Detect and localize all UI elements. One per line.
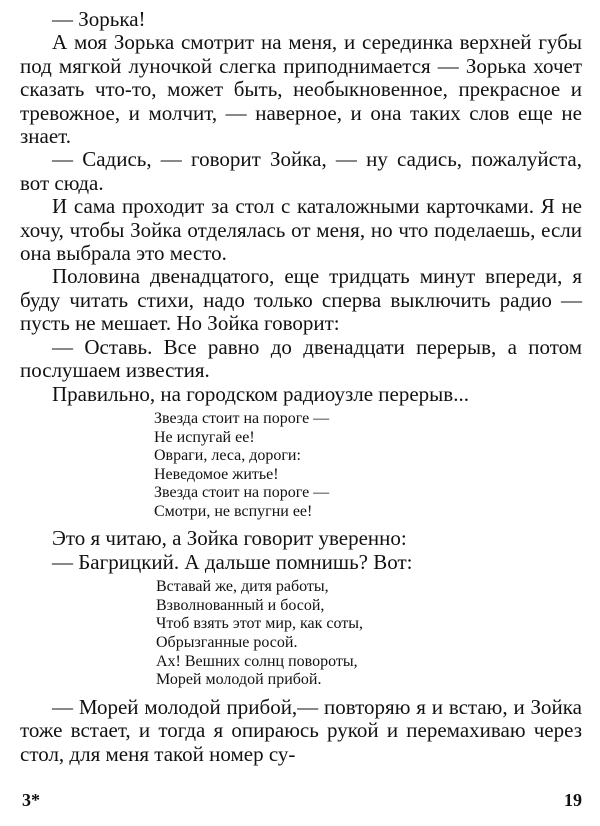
paragraph: — Зорька! <box>52 7 146 31</box>
paragraph: А моя Зорька смотрит на меня, и серединка верхней губы под мягкой луночкой слегка приподнимается — Зорька хочет сказать что-то, может быть, необыкновенное, прекрасное и тревожное, и молчит, — наверное, и она таких слов еще не знает. <box>20 30 582 149</box>
paragraph: — Оставь. Все равно до двенадцати перерыв, а потом послушаем известия. <box>20 334 582 383</box>
poem-line: Взволнованный и босой, <box>156 596 325 614</box>
paragraph: И сама проходит за стол с каталожными карточками. Я не хочу, чтобы Зойка отделялась от меня, но что поделаешь, если она выбрала это место. <box>20 194 582 266</box>
poem-line: Вставай же, дитя работы, <box>156 578 329 596</box>
paragraph: — Багрицкий. А дальше помнишь? Вот: <box>52 549 413 574</box>
poem-quote-1 <box>154 410 582 522</box>
paragraph: — Садись, — говорит Зойка, — ну садись, пожалуйста, вот сюда. <box>20 147 582 195</box>
poem-line: Звезда стоит на пороге — <box>154 409 330 427</box>
poem-line: Чтоб взять этот мир, как соты, <box>156 615 363 633</box>
poem-line: Ах! Вешних солнц повороты, <box>156 652 358 670</box>
page-text <box>20 8 582 766</box>
signature-mark: 3* <box>22 790 40 810</box>
paragraph: Правильно, на городском радиоузле перерыв... <box>52 381 469 406</box>
page-number: 19 <box>564 790 582 810</box>
poem-line: Морей молодой прибой. <box>156 671 322 689</box>
poem-line: Неведомое житье! <box>154 465 279 483</box>
paragraph: Половина двенадцатого, еще тридцать минут впереди, я буду читать стихи, надо только сперва выключить радио — пусть не мешает. Но Зойка говорит: <box>20 264 582 336</box>
poem-line: Смотри, не вспугни ее! <box>154 502 313 520</box>
poem-quote-2 <box>156 578 582 690</box>
paragraph: — Морей молодой прибой,— повторяю я и встаю, и Зойка тоже встает, и тогда я опираюсь рукой и перемахиваю через стол, для меня такой номер су- <box>20 694 582 766</box>
poem-line: Овраги, леса, дороги: <box>154 447 301 465</box>
poem-line: Звезда стоит на пороге — <box>154 484 330 502</box>
paragraph: Это я читаю, а Зойка говорит уверенно: <box>52 526 407 551</box>
poem-line: Обрызганные росой. <box>156 634 298 652</box>
poem-line: Не испугай ее! <box>154 428 255 446</box>
